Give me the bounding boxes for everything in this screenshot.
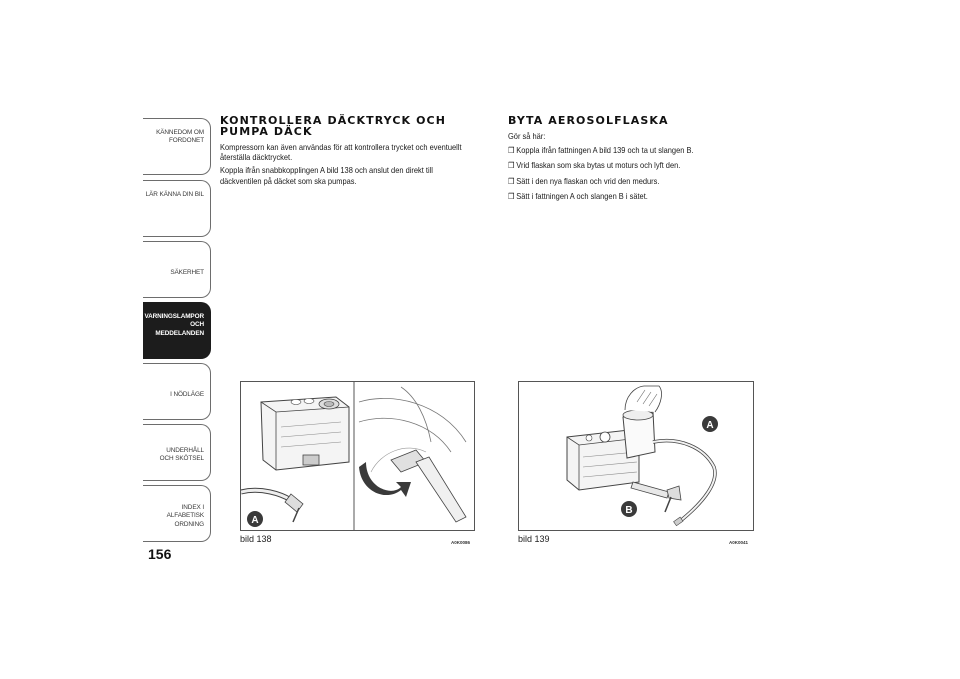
label-a: A — [251, 515, 259, 526]
section-replace-aerosol — [508, 115, 768, 206]
tab-i-nodlage[interactable] — [143, 363, 211, 420]
checkbox-bullet-icon: ❒ — [508, 161, 515, 171]
tab-index[interactable] — [143, 485, 211, 542]
tab-label: SÄKERHET — [170, 269, 204, 276]
checkbox-bullet-icon: ❒ — [508, 146, 515, 156]
label-a: A — [706, 420, 714, 431]
tab-lar-kanna-din-bil[interactable] — [143, 180, 211, 237]
step-item — [508, 160, 765, 171]
tab-label: LÄR KÄNNA DIN BIL — [145, 191, 204, 198]
compressor-valve-illustration — [241, 382, 474, 530]
tab-underhall-och-skotsel[interactable] — [143, 424, 211, 481]
step-text: Sätt i fattningen A och slangen B i sätet. — [516, 190, 648, 201]
tab-label: KÄNNEDOM OM FORDONET — [156, 129, 204, 145]
checkbox-bullet-icon: ❒ — [508, 191, 515, 201]
checkbox-bullet-icon: ❒ — [508, 176, 515, 186]
section-heading: KONTROLLERA DÄCKTRYCK OCH PUMPA DÄCK — [220, 114, 446, 138]
tab-label: I NÖDLÄGE — [170, 391, 204, 398]
tab-label: INDEX I ALFABETISK ORDNING — [166, 504, 204, 528]
step-item — [508, 145, 765, 156]
section-check-tire-pressure — [220, 115, 480, 189]
figure-138-caption: bild 138 — [240, 534, 272, 544]
tab-kannedom-om-fordonet[interactable] — [143, 118, 211, 175]
paragraph: Kompressorn kan även användas för att kontrollera trycket och eventuellt återställa däcktrycket. — [220, 142, 462, 163]
figure-139-code: A0K0041 — [729, 540, 749, 545]
paragraph: Koppla ifrån snabbkopplingen A bild 138 och anslut den direkt till däckventilen på däcket som ska pumpas. — [220, 165, 433, 186]
figure-139-replace-bottle — [518, 381, 754, 531]
figure-138-compressor-connect — [240, 381, 475, 531]
section-heading: BYTA AEROSOLFLASKA — [508, 114, 669, 127]
step-item — [508, 191, 765, 202]
page-number: 156 — [148, 546, 172, 562]
label-b: B — [625, 505, 633, 516]
step-item — [508, 176, 765, 187]
step-text: Koppla ifrån fattningen A bild 139 och ta ut slangen B. — [516, 145, 694, 156]
tab-label: VARNINGSLAMPOR OCH MEDDELANDEN — [144, 313, 204, 337]
intro-text: Gör så här: — [508, 131, 546, 141]
tab-label: UNDERHÅLL OCH SKÖTSEL — [159, 447, 204, 463]
tab-sakerhet[interactable] — [143, 241, 211, 298]
aerosol-bottle-illustration — [519, 382, 753, 530]
tab-varningslampor[interactable] — [143, 302, 211, 359]
step-text: Vrid flaskan som ska bytas ut moturs och lyft den. — [516, 160, 681, 171]
figure-138-code: A0K0086 — [451, 540, 471, 545]
step-text: Sätt i den nya flaskan och vrid den medurs. — [516, 175, 660, 186]
figure-139-caption: bild 139 — [518, 534, 550, 544]
